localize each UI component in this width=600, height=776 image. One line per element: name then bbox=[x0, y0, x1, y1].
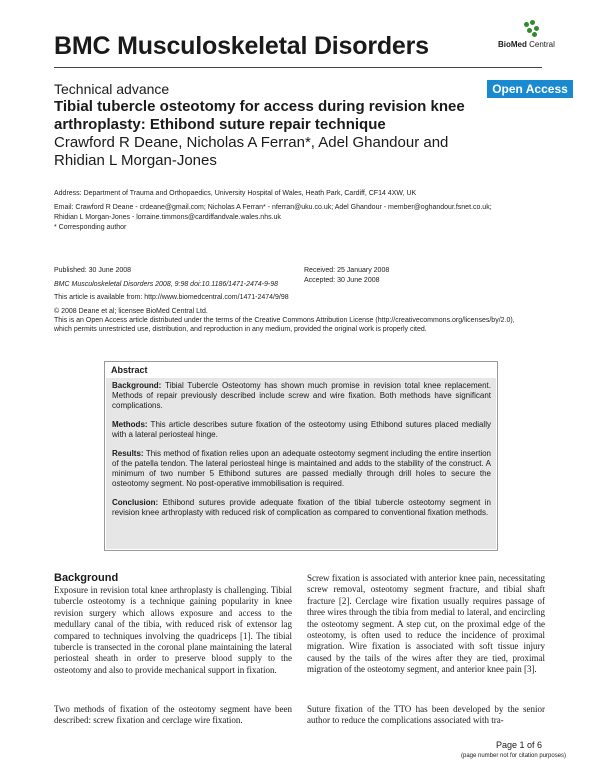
open-access-badge: Open Access bbox=[487, 80, 573, 98]
abstract-body bbox=[106, 378, 496, 549]
logo-text-bold: BioMed bbox=[498, 40, 527, 49]
published-date: Published: 30 June 2008 bbox=[54, 267, 132, 274]
col2-paragraph-2: Suture fixation of the TTO has been developed by the senior author to reduce the complications associated with tra- bbox=[307, 704, 545, 726]
license-line-1: This is an Open Access article distributed under the terms of the Creative Commons Attribution License (http://creativecommons.org/licenses/by/2.0), bbox=[54, 317, 515, 324]
col2-paragraph-1: Screw fixation is associated with anterior knee pain, necessitating screw removal, osteotomy segment fracture, and tibial shaft fracture [2]. Cerclage wire fixation usually requires passage of three wires through the tibia from medial to lateral, and encircling the osteotomy segment. A step cut, on the proximal edge of the osteotomy, is often used to reduce the incidence of proximal migration. Wire fixation is associated with soft tissue injury caused by the tails of the wires after they are tied, proximal migration of the osteotomy segment, and anterior knee pain [3]. bbox=[307, 573, 545, 675]
availability-url[interactable]: This article is available from: http://www.biomedcentral.com/1471-2474/9/98 bbox=[54, 294, 289, 301]
abstract-results: Results: This method of fixation relies upon an adequate osteotomy segment including the entire insertion of the patella tendon. The lateral periosteal hinge is maintained and adds to the stability of the construct. A minimum of two number 5 Ethibond sutures are passed medially through drill holes to secure the osteotomy segment. No post-operative immobilisation is required. bbox=[112, 449, 491, 488]
abstract-conclusion: Conclusion: Ethibond sutures provide adequate fixation of the tibial tubercle osteotomy segment in revision knee arthroplasty with reduced risk of complication as compared to conventional fixation methods. bbox=[112, 498, 491, 517]
logo-dots-icon bbox=[520, 20, 540, 38]
biomed-central-logo bbox=[498, 20, 558, 60]
received-date: Received: 25 January 2008 bbox=[304, 267, 390, 274]
journal-title: BMC Musculoskeletal Disorders bbox=[54, 32, 429, 60]
section-heading-background: Background bbox=[54, 572, 119, 584]
col1-paragraph-2: Two methods of fixation of the osteotomy segment have been described: screw fixation and cerclage wire fixation. bbox=[54, 704, 292, 726]
page-number: Page 1 of 6 bbox=[496, 740, 543, 750]
logo-text: Central bbox=[526, 40, 555, 49]
abstract-box bbox=[104, 361, 498, 551]
article-title: Tibial tubercle osteotomy for access during revision knee arthroplasty: Ethibond suture repair technique bbox=[54, 98, 465, 133]
copyright: © 2008 Deane et al; licensee BioMed Central Ltd. bbox=[54, 308, 208, 315]
header-rule bbox=[54, 67, 542, 68]
license-line-2: which permits unrestricted use, distribution, and reproduction in any medium, provided the original work is properly cited. bbox=[54, 326, 427, 333]
article-authors: Crawford R Deane, Nicholas A Ferran*, Adel Ghandour and Rhidian L Morgan-Jones bbox=[54, 134, 449, 169]
col1-paragraph-1: Exposure in revision total knee arthroplasty is challenging. Tibial tubercle osteotomy is a technique gaining popularity in knee revision surgery which allows exposure and access to the medullary canal of the tibia, with reduced risk of extensor lag compared to techniques involving the quadriceps [1]. The tibial tubercle is transected in the coronal plane maintaining the lateral periosteal sheath in order to preserve blood supply to the osteotomy and also to provide mechanical support in fixation. bbox=[54, 585, 292, 675]
abstract-methods: Methods: This article describes suture fixation of the osteotomy using Ethibond sutures placed medially with a lateral periosteal hinge. bbox=[112, 420, 491, 439]
address: Address: Department of Trauma and Orthopaedics, University Hospital of Wales, Heath Park, Cardiff, CF14 4XW, UK bbox=[54, 190, 417, 197]
abstract-heading: Abstract bbox=[111, 365, 148, 375]
accepted-date: Accepted: 30 June 2008 bbox=[304, 277, 380, 284]
article-type: Technical advance bbox=[54, 81, 170, 97]
abstract-background: Background: Tibial Tubercle Osteotomy has shown much promise in revision total knee replacement. Methods of repair previously described include screw and wire fixation. Both methods have significant complications. bbox=[112, 381, 491, 410]
corresponding-author: * Corresponding author bbox=[54, 224, 127, 231]
email-line-2: Rhidian L Morgan-Jones - lorraine.timmons@cardiffandvale.wales.nhs.uk bbox=[54, 214, 281, 221]
page-note: (page number not for citation purposes) bbox=[461, 753, 567, 759]
email-line-1: Email: Crawford R Deane - crdeane@gmail.com; Nicholas A Ferran* - nferran@uku.co.uk; Adel Ghandour - member@oghandour.fsnet.co.uk; bbox=[54, 204, 492, 211]
citation: BMC Musculoskeletal Disorders 2008, 9:98 doi:10.1186/1471-2474-9-98 bbox=[54, 281, 279, 288]
